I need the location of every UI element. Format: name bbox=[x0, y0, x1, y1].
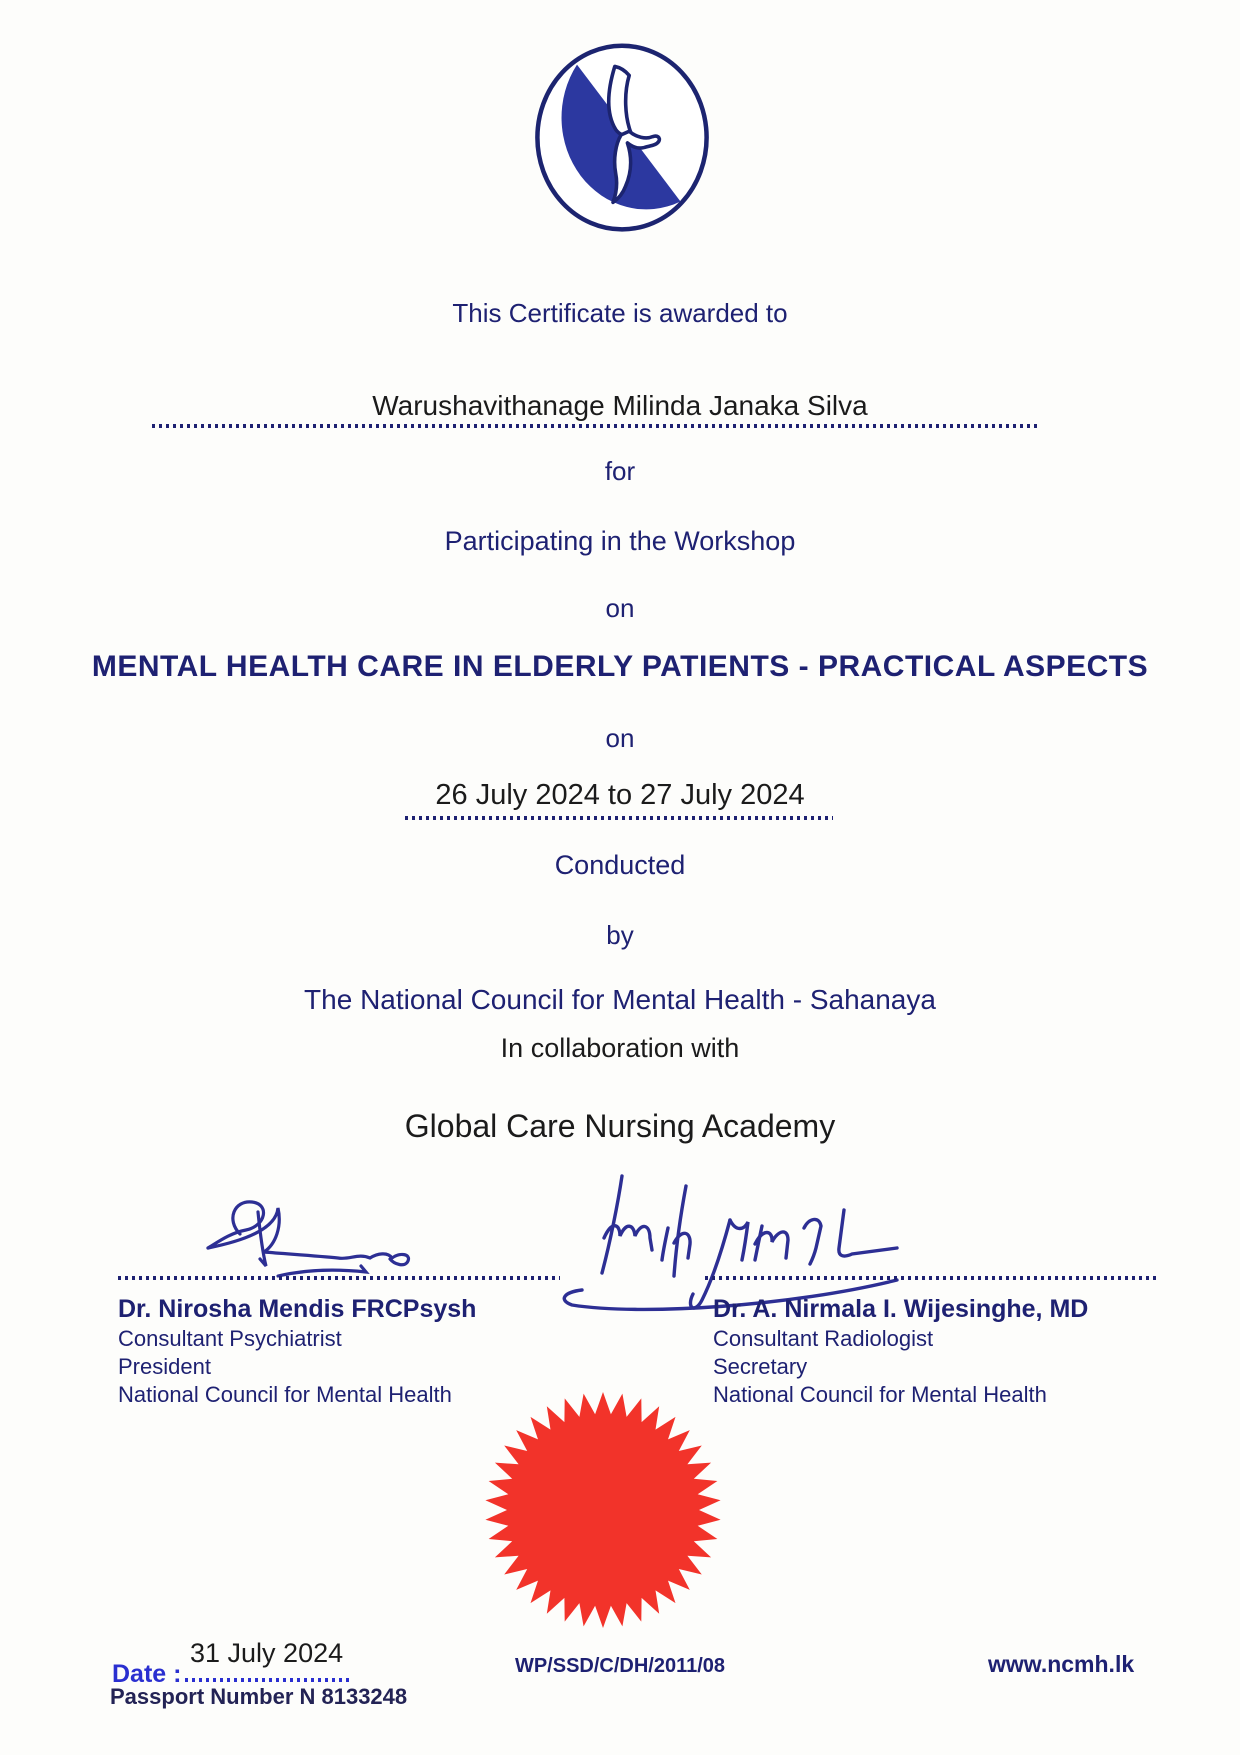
collaborator-line: Global Care Nursing Academy bbox=[404, 1108, 836, 1144]
footer-date-value: 31 July 2024 bbox=[190, 1638, 344, 1668]
signature-left bbox=[178, 1192, 448, 1287]
date-range: 26 July 2024 to 27 July 2024 bbox=[435, 779, 805, 811]
collaboration-label: In collaboration with bbox=[500, 1033, 740, 1063]
for-label: for bbox=[604, 456, 636, 486]
conducted-label: Conducted bbox=[554, 850, 686, 880]
signatory-left-name: Dr. Nirosha Mendis FRCPsysh bbox=[118, 1295, 477, 1323]
signatory-right-block bbox=[713, 1293, 1088, 1409]
dotted-line-date bbox=[405, 816, 833, 820]
on-label-2: on bbox=[605, 723, 635, 753]
on-label-1: on bbox=[605, 593, 635, 623]
signatory-left-title: Consultant Psychiatrist bbox=[118, 1326, 342, 1351]
signatory-left-organization: National Council for Mental Health bbox=[118, 1382, 452, 1407]
signatory-right-title: Consultant Radiologist bbox=[713, 1326, 934, 1351]
dotted-line-signature-right bbox=[705, 1276, 1157, 1280]
dotted-line-signature-left bbox=[118, 1276, 560, 1280]
recipient-name: Warushavithanage Milinda Janaka Silva bbox=[372, 390, 868, 421]
workshop-title: MENTAL HEALTH CARE IN ELDERLY PATIENTS - PRACTICAL ASPECTS bbox=[91, 650, 1149, 683]
signatory-right-organization: National Council for Mental Health bbox=[713, 1382, 1047, 1407]
footer-passport-line: Passport Number N 8133248 bbox=[110, 1684, 408, 1709]
signatory-left-role: President bbox=[118, 1354, 211, 1379]
dotted-line-name bbox=[152, 424, 1037, 428]
by-label: by bbox=[606, 920, 634, 950]
footer-date-label: Date : bbox=[112, 1660, 182, 1688]
organizer-line: The National Council for Mental Health - Sahanaya bbox=[304, 984, 936, 1015]
signatory-right-name: Dr. A. Nirmala I. Wijesinghe, MD bbox=[713, 1295, 1089, 1323]
footer-reference-number: WP/SSD/C/DH/2011/08 bbox=[514, 1655, 726, 1677]
red-seal bbox=[483, 1390, 723, 1630]
signature-right bbox=[552, 1168, 1012, 1313]
signatory-right-role: Secretary bbox=[713, 1354, 808, 1379]
reason-line: Participating in the Workshop bbox=[444, 526, 796, 556]
footer-website: www.ncmh.lk bbox=[988, 1651, 1135, 1677]
signatory-left-block bbox=[118, 1293, 476, 1409]
footer-date-dots bbox=[185, 1678, 353, 1682]
bird-logo-icon bbox=[532, 40, 712, 236]
awarded-line: This Certificate is awarded to bbox=[452, 298, 788, 328]
